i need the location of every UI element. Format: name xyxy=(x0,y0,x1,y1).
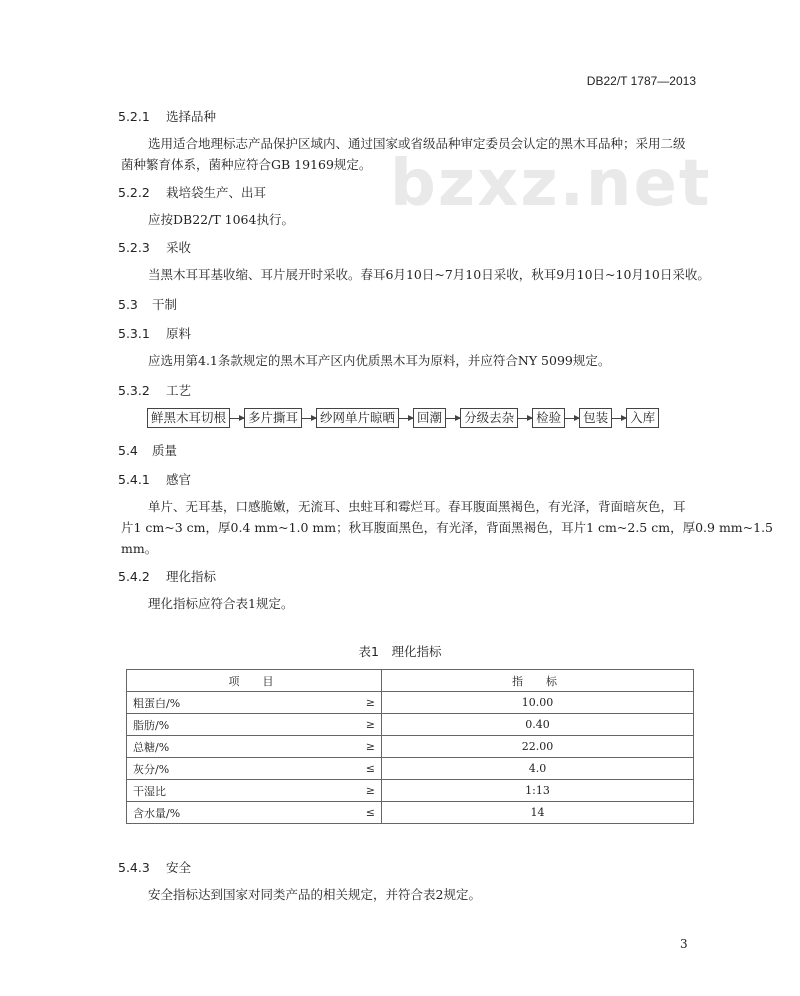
item-cell: 灰分/% xyxy=(127,758,350,780)
value-cell: 10.00 xyxy=(382,692,694,714)
table-caption: 表1 理化指标 xyxy=(358,644,442,659)
operator-cell: ≤ xyxy=(349,802,382,824)
process-step: 分级去杂 xyxy=(460,408,518,428)
process-step: 鲜黑木耳切根 xyxy=(147,408,230,428)
section-heading-5-2-2 xyxy=(118,183,266,201)
section-number: 5.4.1 xyxy=(118,472,150,487)
section-title: 安全 xyxy=(166,860,192,875)
section-title: 选择品种 xyxy=(166,109,217,124)
section-heading-5-3 xyxy=(118,295,177,313)
section-number: 5.4 xyxy=(118,443,138,458)
paragraph-line: 安全指标达到国家对同类产品的相关规定，并符合表2规定。 xyxy=(148,887,481,902)
section-title: 干制 xyxy=(152,297,178,312)
section-number: 5.2.2 xyxy=(118,185,150,200)
arrow-right-icon xyxy=(565,418,579,419)
table-row xyxy=(127,758,694,780)
section-number: 5.3.1 xyxy=(118,326,150,341)
section-title: 理化指标 xyxy=(166,569,217,584)
section-heading-5-3-1 xyxy=(118,324,191,342)
paragraph-line: 理化指标应符合表1规定。 xyxy=(148,596,294,611)
section-heading-5-4-1 xyxy=(118,470,191,488)
section-number: 5.4.2 xyxy=(118,569,150,584)
arrow-right-icon xyxy=(302,418,316,419)
section-heading-5-2-1 xyxy=(118,107,216,125)
section-title: 质量 xyxy=(152,443,178,458)
paragraph-line: 片1 cm~3 cm，厚0.4 mm~1.0 mm；秋耳腹面黑色，有光泽，背面黑褐色，耳片1 cm~2.5 cm，厚0.9 mm~1.5 xyxy=(121,520,773,535)
section-title: 感官 xyxy=(166,472,192,487)
process-step: 入库 xyxy=(626,408,659,428)
arrow-right-icon xyxy=(518,418,532,419)
arrow-right-icon xyxy=(612,418,626,419)
section-heading-5-3-2 xyxy=(118,381,191,399)
paragraph-line: mm。 xyxy=(121,541,158,556)
section-title: 原料 xyxy=(166,326,192,341)
page-number: 3 xyxy=(680,937,688,951)
arrow-right-icon xyxy=(230,418,244,419)
arrow-right-icon xyxy=(399,418,413,419)
operator-cell: ≥ xyxy=(349,780,382,802)
section-heading-5-2-3 xyxy=(118,238,191,256)
table-row xyxy=(127,736,694,758)
physicochemical-table xyxy=(126,669,694,824)
column-header-item: 项 目 xyxy=(127,670,382,692)
process-step: 检验 xyxy=(532,408,565,428)
paragraph-line: 应按DB22/T 1064执行。 xyxy=(148,212,294,227)
table-row xyxy=(127,714,694,736)
item-cell: 粗蛋白/% xyxy=(127,692,350,714)
document-code: DB22/T 1787—2013 xyxy=(586,74,696,88)
section-title: 工艺 xyxy=(166,383,192,398)
value-cell: 22.00 xyxy=(382,736,694,758)
column-header-value: 指 标 xyxy=(382,670,694,692)
paragraph-line: 当黑木耳耳基收缩、耳片展开时采收。春耳6月10日~7月10日采收，秋耳9月10日~10月10日采收。 xyxy=(148,267,710,282)
arrow-right-icon xyxy=(446,418,460,419)
operator-cell: ≥ xyxy=(349,736,382,758)
item-cell: 总糖/% xyxy=(127,736,350,758)
value-cell: 4.0 xyxy=(382,758,694,780)
value-cell: 1:13 xyxy=(382,780,694,802)
item-cell: 脂肪/% xyxy=(127,714,350,736)
section-number: 5.3 xyxy=(118,297,138,312)
value-cell: 14 xyxy=(382,802,694,824)
watermark: bzxz.net xyxy=(390,147,712,221)
table-header-row xyxy=(127,670,694,692)
section-number: 5.2.1 xyxy=(118,109,150,124)
paragraph-line: 选用适合地理标志产品保护区域内、通过国家或省级品种审定委员会认定的黑木耳品种；采用二级 xyxy=(148,136,686,151)
section-number: 5.2.3 xyxy=(118,240,150,255)
section-number: 5.3.2 xyxy=(118,383,150,398)
section-heading-5-4-2 xyxy=(118,567,216,585)
table-row xyxy=(127,692,694,714)
section-heading-5-4-3 xyxy=(118,858,191,876)
operator-cell: ≥ xyxy=(349,714,382,736)
paragraph-line: 菌种繁育体系，菌种应符合GB 19169规定。 xyxy=(121,157,372,172)
process-flow xyxy=(147,408,659,428)
process-step: 多片撕耳 xyxy=(244,408,302,428)
item-cell: 含水量/% xyxy=(127,802,350,824)
item-cell: 干湿比 xyxy=(127,780,350,802)
section-title: 栽培袋生产、出耳 xyxy=(166,185,267,200)
value-cell: 0.40 xyxy=(382,714,694,736)
process-step: 纱网单片晾晒 xyxy=(316,408,399,428)
paragraph-line: 单片、无耳基，口感脆嫩，无流耳、虫蛀耳和霉烂耳。春耳腹面黑褐色，有光泽，背面暗灰色，耳 xyxy=(148,499,686,514)
paragraph-line: 应选用第4.1条款规定的黑木耳产区内优质黑木耳为原料，并应符合NY 5099规定。 xyxy=(148,353,611,368)
process-step: 包装 xyxy=(579,408,612,428)
operator-cell: ≤ xyxy=(349,758,382,780)
process-step: 回潮 xyxy=(413,408,446,428)
table-row xyxy=(127,780,694,802)
section-title: 采收 xyxy=(166,240,192,255)
operator-cell: ≥ xyxy=(349,692,382,714)
section-number: 5.4.3 xyxy=(118,860,150,875)
section-heading-5-4 xyxy=(118,441,177,459)
table-row xyxy=(127,802,694,824)
